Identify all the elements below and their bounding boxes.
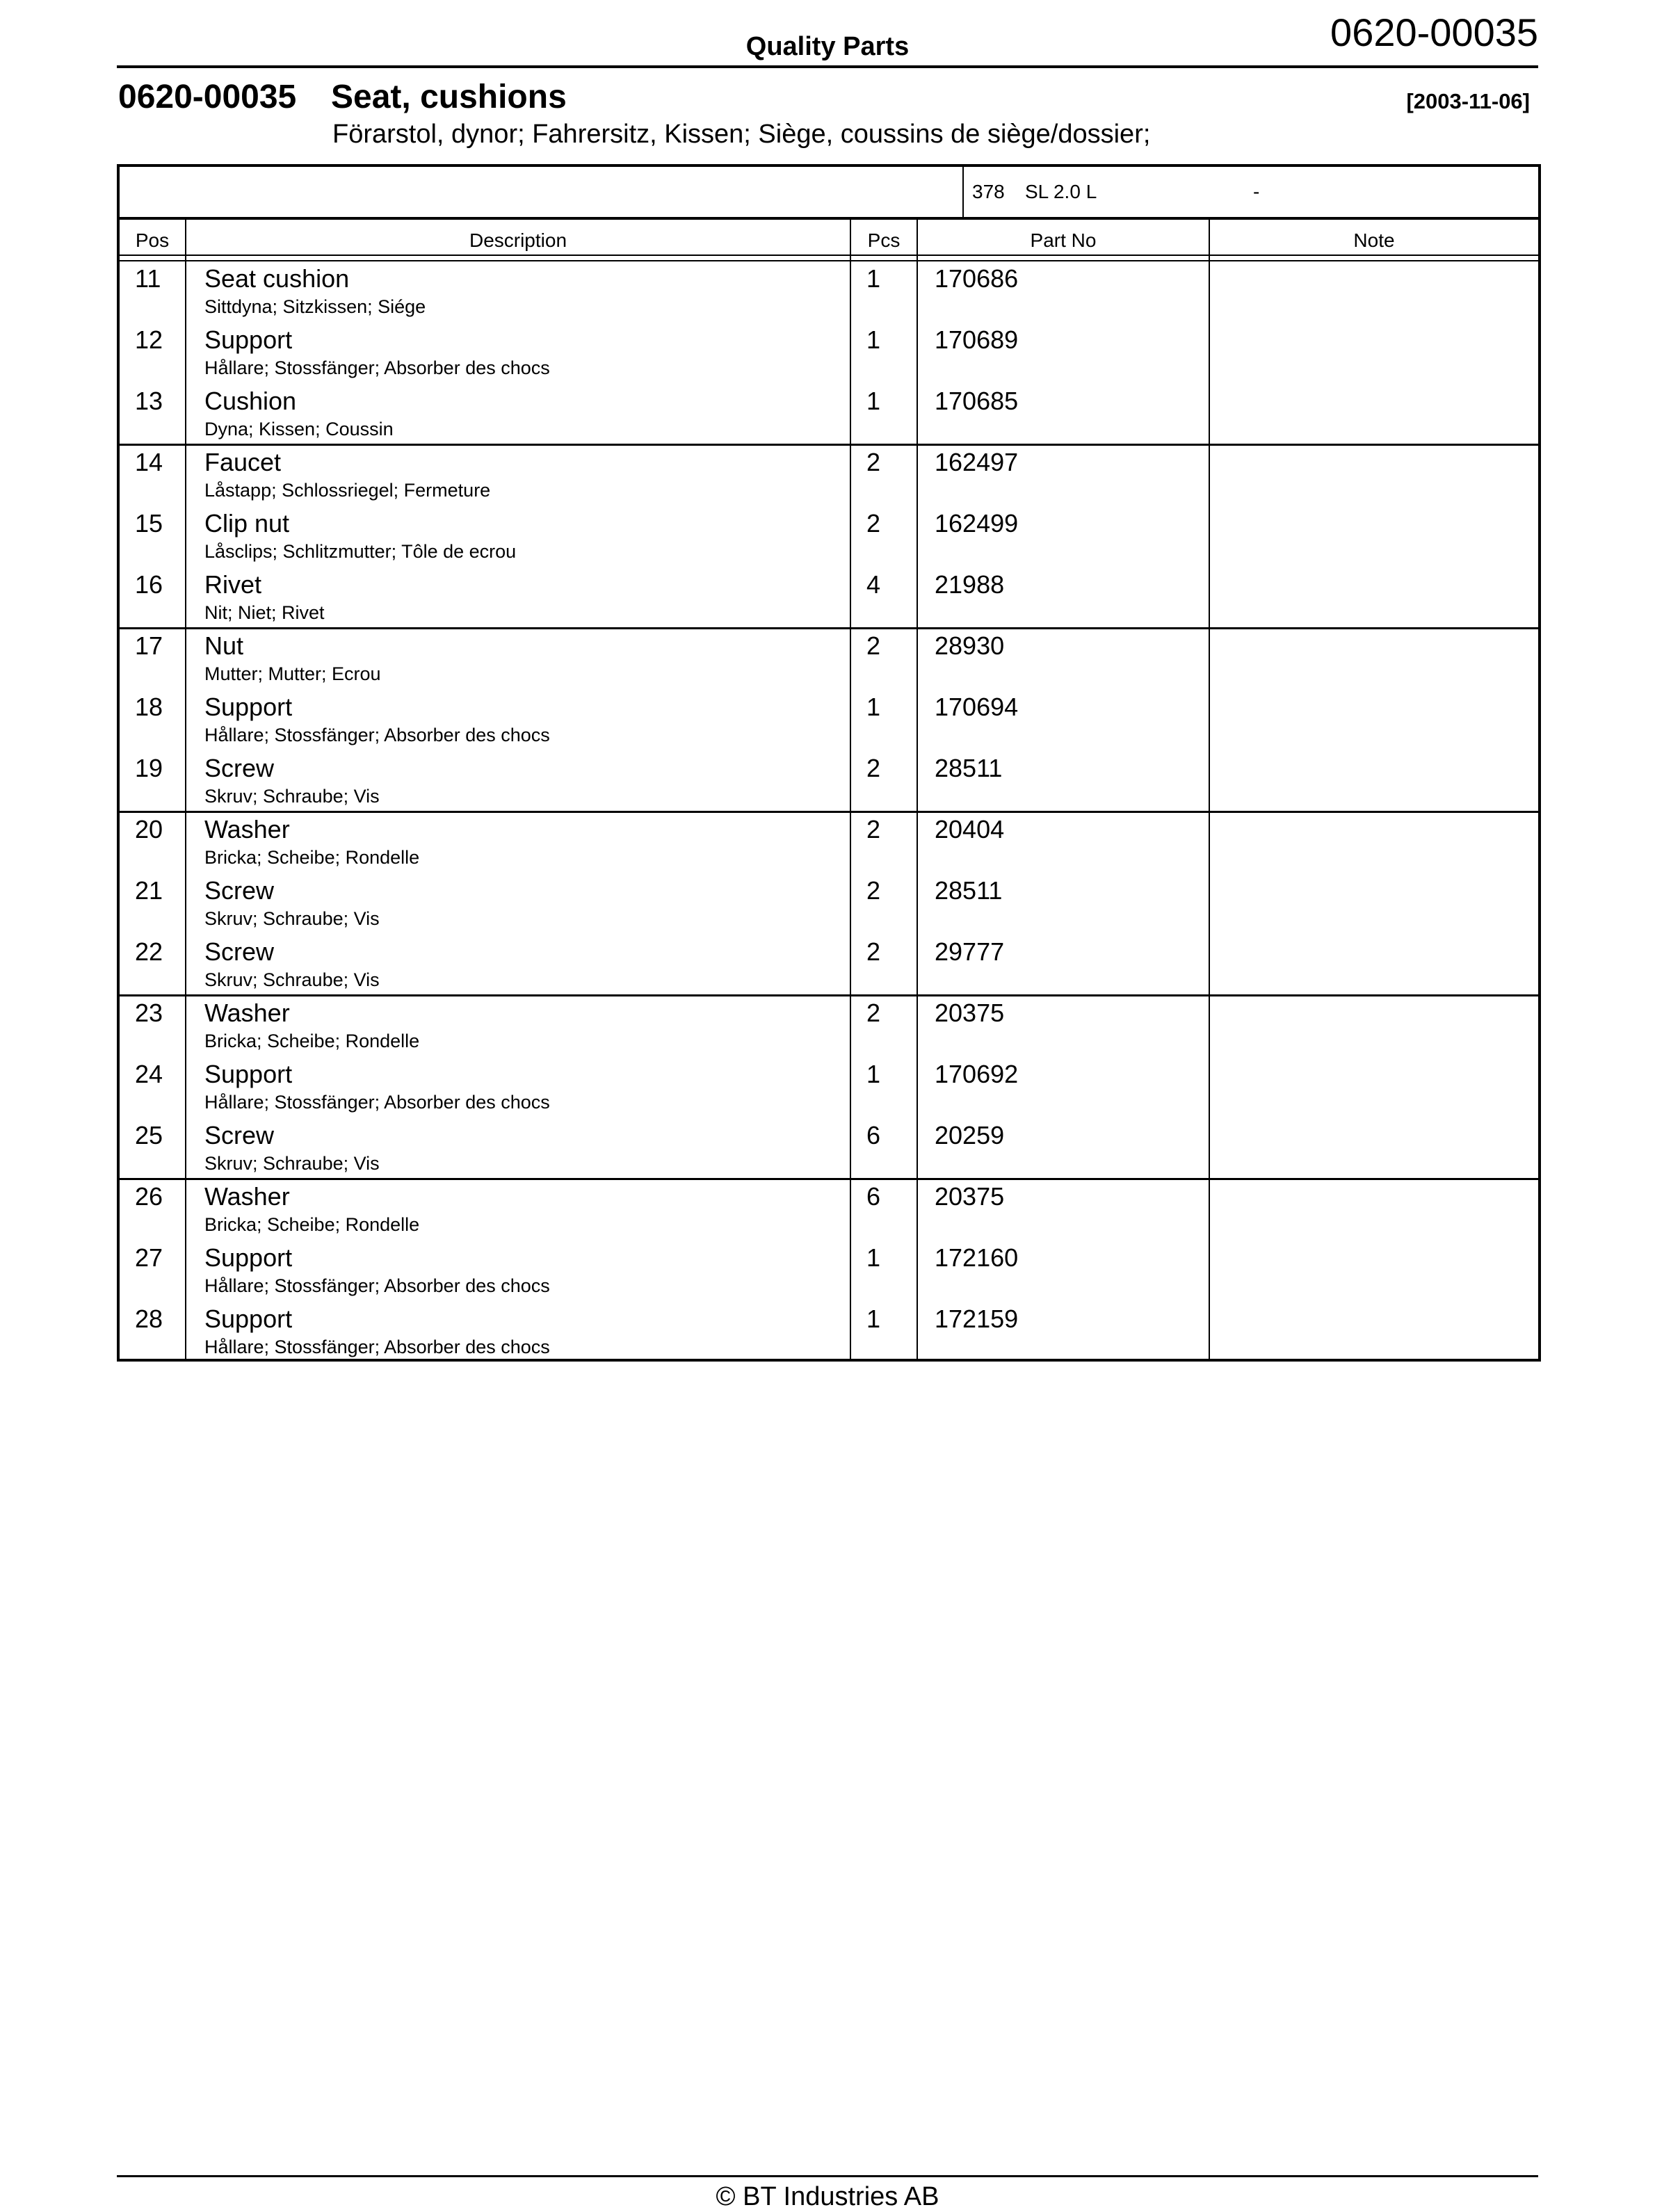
row-pcs: 1 [866,1305,881,1333]
row-pcs: 2 [866,509,881,538]
header-doc-number: 0620-00035 [1330,10,1538,54]
row-part-no: 20404 [935,815,1005,843]
row-pos: 13 [135,387,163,415]
row-description: Support [204,325,293,354]
row-part-no: 29777 [935,937,1005,966]
row-pcs: 2 [866,937,881,966]
header-rule [117,65,1538,68]
row-description: Nut [204,631,244,660]
row-part-no: 20259 [935,1121,1005,1149]
table-row [120,385,1538,446]
table-row [120,263,1538,324]
table-row [120,936,1538,997]
row-pcs: 1 [866,387,881,415]
row-pcs: 1 [866,264,881,293]
row-pos: 16 [135,570,163,599]
model-dash: - [1253,181,1260,202]
row-part-no: 20375 [935,999,1005,1027]
row-part-no: 20375 [935,1182,1005,1211]
row-pcs: 6 [866,1121,881,1149]
page-subtitle: Förarstol, dynor; Fahrersitz, Kissen; Siège, coussins de siège/dossier; [332,120,1151,149]
row-description: Support [204,1243,293,1272]
header-rule-lower [120,260,1538,261]
row-part-no: 170692 [935,1060,1019,1088]
header-rule-upper [120,255,1538,256]
row-description: Screw [204,754,275,782]
header-brand: Quality Parts [745,32,910,61]
row-pos: 26 [135,1182,163,1211]
row-translation: Skruv; Schraube; Vis [204,908,380,929]
row-translation: Hållare; Stossfänger; Absorber des chocs [204,357,550,378]
model-box [117,164,1541,220]
table-row [120,875,1538,936]
row-translation: Bricka; Scheibe; Rondelle [204,847,420,868]
row-pos: 19 [135,754,163,782]
row-pcs: 1 [866,1060,881,1088]
row-translation: Hållare; Stossfänger; Absorber des chocs [204,1275,550,1296]
row-pos: 14 [135,448,163,476]
table-row [120,1303,1538,1364]
row-pcs: 4 [866,570,881,599]
row-pcs: 1 [866,693,881,721]
model-name: SL 2.0 L [1025,181,1097,202]
row-description: Washer [204,815,290,843]
row-translation: Hållare; Stossfänger; Absorber des chocs [204,725,550,745]
row-pos: 24 [135,1060,163,1088]
row-translation: Låstapp; Schlossriegel; Fermeture [204,480,491,501]
parts-table [117,217,1541,1362]
row-description: Clip nut [204,509,290,538]
row-part-no: 28511 [935,876,1003,905]
table-row [120,630,1538,691]
footer-rule [117,2175,1538,2177]
row-pcs: 2 [866,815,881,843]
row-part-no: 170686 [935,264,1019,293]
row-translation: Hållare; Stossfänger; Absorber des chocs [204,1092,550,1113]
row-pos: 15 [135,509,163,538]
row-description: Screw [204,937,275,966]
row-pcs: 2 [866,876,881,905]
model-code: 378 [972,181,1005,202]
row-part-no: 170694 [935,693,1019,721]
row-pcs: 2 [866,754,881,782]
row-translation: Dyna; Kissen; Coussin [204,419,394,439]
row-description: Faucet [204,448,282,476]
row-pos: 12 [135,325,163,354]
row-translation: Bricka; Scheibe; Rondelle [204,1214,420,1235]
table-row [120,691,1538,752]
row-pcs: 2 [866,631,881,660]
table-row [120,569,1538,630]
row-pos: 18 [135,693,163,721]
row-description: Support [204,1305,293,1333]
row-pos: 17 [135,631,163,660]
row-part-no: 170689 [935,325,1019,354]
table-row [120,324,1538,385]
row-description: Seat cushion [204,264,350,293]
row-part-no: 28511 [935,754,1003,782]
row-pos: 27 [135,1243,163,1272]
row-part-no: 170685 [935,387,1019,415]
table-row [120,446,1538,508]
page-title-code: 0620-00035 [118,79,297,115]
table-row [120,997,1538,1058]
row-description: Washer [204,999,290,1027]
row-part-no: 21988 [935,570,1005,599]
row-description: Cushion [204,387,297,415]
row-pos: 20 [135,815,163,843]
column-header-pos: Pos [135,229,170,251]
row-part-no: 162497 [935,448,1019,476]
row-part-no: 172159 [935,1305,1019,1333]
row-translation: Skruv; Schraube; Vis [204,786,380,807]
row-part-no: 162499 [935,509,1019,538]
row-description: Washer [204,1182,290,1211]
row-part-no: 172160 [935,1243,1019,1272]
row-description: Support [204,1060,293,1088]
column-header-description: Description [469,229,567,251]
row-translation: Skruv; Schraube; Vis [204,1153,380,1174]
table-row [120,1242,1538,1303]
column-header-part-no: Part No [1030,229,1097,251]
row-translation: Sittdyna; Sitzkissen; Siége [204,296,426,317]
table-row [120,1120,1538,1181]
row-pos: 23 [135,999,163,1027]
column-header-pcs: Pcs [867,229,901,251]
row-translation: Hållare; Stossfänger; Absorber des chocs [204,1337,550,1357]
row-pos: 21 [135,876,163,905]
row-pcs: 6 [866,1182,881,1211]
table-row [120,1181,1538,1242]
row-description: Support [204,693,293,721]
table-row [120,1058,1538,1120]
row-translation: Låsclips; Schlitzmutter; Tôle de ecrou [204,541,517,562]
row-translation: Nit; Niet; Rivet [204,602,325,623]
row-part-no: 28930 [935,631,1005,660]
row-pos: 28 [135,1305,163,1333]
model-divider [962,167,964,217]
row-description: Rivet [204,570,262,599]
column-header-note: Note [1353,229,1395,251]
row-pcs: 1 [866,1243,881,1272]
table-row [120,814,1538,875]
revision-date: [2003-11-06] [1406,89,1530,113]
row-translation: Mutter; Mutter; Ecrou [204,663,381,684]
row-description: Screw [204,876,275,905]
row-pcs: 2 [866,448,881,476]
footer-copyright: © BT Industries AB [716,2182,939,2211]
row-pos: 25 [135,1121,163,1149]
row-pcs: 1 [866,325,881,354]
row-pos: 11 [135,264,161,293]
row-pos: 22 [135,937,163,966]
row-description: Screw [204,1121,275,1149]
page-title: Seat, cushions [331,79,567,115]
row-translation: Bricka; Scheibe; Rondelle [204,1031,420,1051]
table-row [120,752,1538,814]
row-pcs: 2 [866,999,881,1027]
table-row [120,508,1538,569]
row-translation: Skruv; Schraube; Vis [204,969,380,990]
